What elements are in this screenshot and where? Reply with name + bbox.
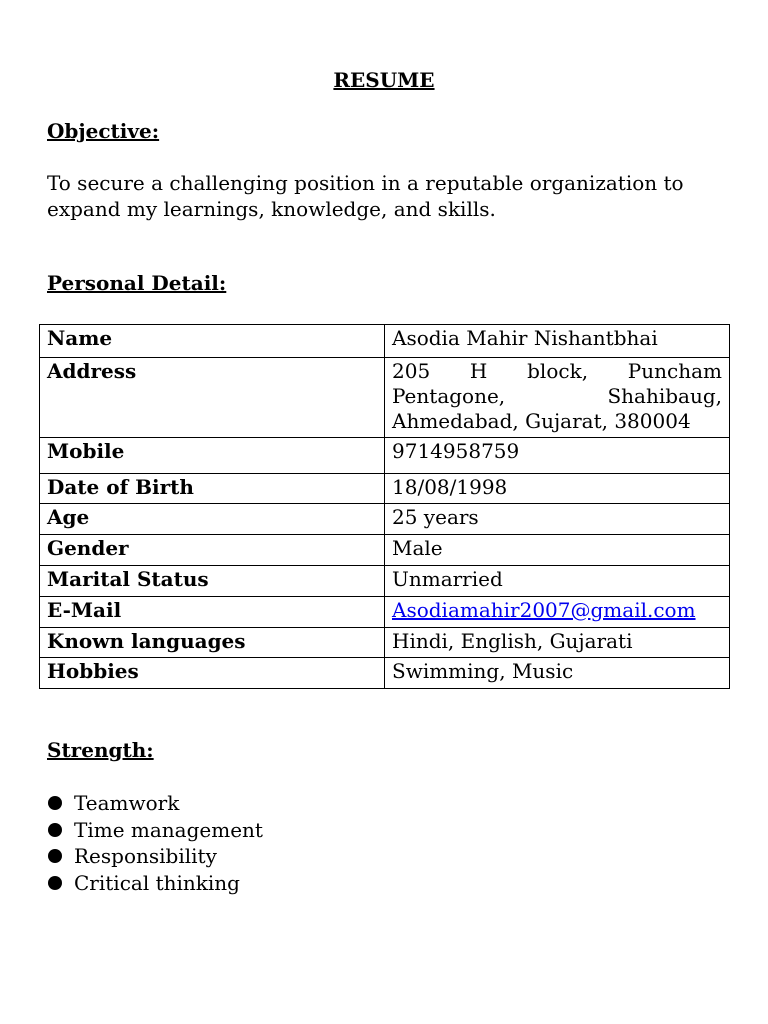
resume-title: RESUME	[333, 68, 435, 92]
row-value-marital-status: Unmarried	[385, 566, 730, 597]
strength-list	[47, 790, 263, 896]
table-row	[40, 504, 730, 535]
row-label-address: Address	[40, 358, 385, 438]
table-row	[40, 358, 730, 438]
row-value-address: 205 H block, Puncham Pentagone, Shahibaug, Ahmedabad, Gujarat, 380004	[385, 358, 730, 438]
row-value-name: Asodia Mahir Nishantbhai	[385, 325, 730, 358]
email-link[interactable]: Asodiamahir2007@gmail.com	[392, 598, 696, 622]
row-value-known-languages: Hindi, English, Gujarati	[385, 628, 730, 658]
strength-item-label: Time management	[74, 817, 263, 842]
list-item	[47, 843, 263, 870]
row-value-age: 25 years	[385, 504, 730, 535]
list-item	[47, 870, 263, 897]
table-row	[40, 658, 730, 689]
bullet-icon	[48, 796, 62, 810]
row-label-age: Age	[40, 504, 385, 535]
row-value-gender: Male	[385, 535, 730, 566]
row-label-mobile: Mobile	[40, 438, 385, 474]
personal-detail-heading: Personal Detail:	[47, 271, 227, 295]
bullet-icon	[48, 849, 62, 863]
row-value-mobile: 9714958759	[385, 438, 730, 474]
bullet-icon	[48, 823, 62, 837]
row-label-name: Name	[40, 325, 385, 358]
objective-text: To secure a challenging position in a reputable organization to expand my learnings, knowledge, and skills.	[47, 171, 684, 221]
bullet-icon	[48, 876, 62, 890]
objective-heading: Objective:	[47, 119, 160, 143]
table-row	[40, 438, 730, 474]
strength-item-label: Critical thinking	[74, 870, 240, 895]
row-value-email	[385, 597, 730, 628]
personal-detail-table	[39, 324, 730, 689]
strength-item-label: Responsibility	[74, 844, 217, 868]
row-label-hobbies: Hobbies	[40, 658, 385, 689]
row-label-known-languages: Known languages	[40, 628, 385, 658]
row-label-date-of-birth: Date of Birth	[40, 474, 385, 504]
list-item	[47, 790, 263, 817]
row-label-marital-status: Marital Status	[40, 566, 385, 597]
row-value-hobbies: Swimming, Music	[385, 658, 730, 689]
table-row	[40, 474, 730, 504]
strength-heading: Strength:	[47, 738, 154, 762]
row-label-gender: Gender	[40, 535, 385, 566]
list-item	[47, 817, 263, 844]
row-value-date-of-birth: 18/08/1998	[385, 474, 730, 504]
table-row	[40, 535, 730, 566]
table-row	[40, 597, 730, 628]
table-row	[40, 325, 730, 358]
table-row	[40, 628, 730, 658]
table-row	[40, 566, 730, 597]
row-label-email: E-Mail	[40, 597, 385, 628]
strength-item-label: Teamwork	[74, 791, 180, 815]
